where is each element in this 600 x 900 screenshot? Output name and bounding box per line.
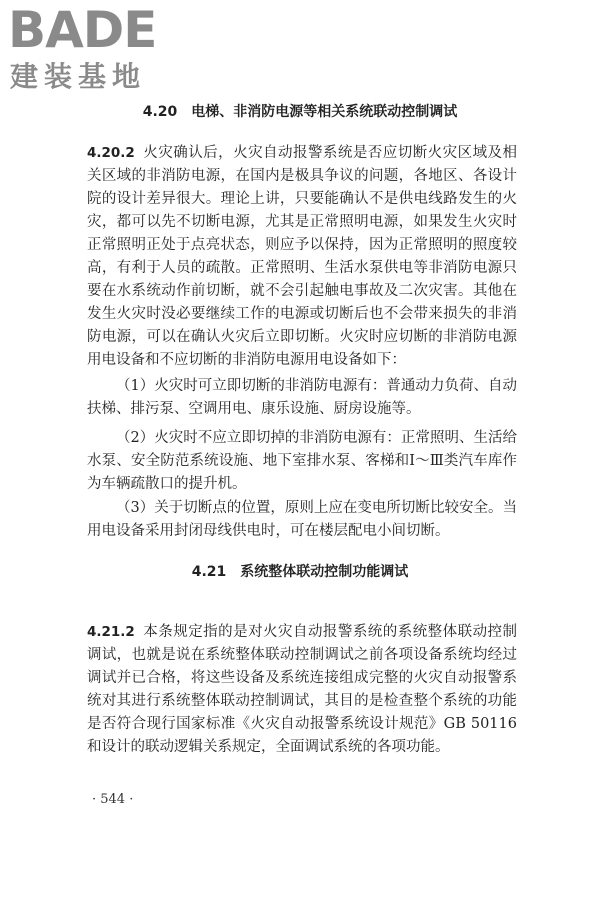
section-heading-4-21 [0, 561, 600, 581]
section-number: 4.20 [142, 104, 178, 120]
list-item-2: （2）火灾时不应立即切掉的非消防电源有：正常照明、生活给水泵、安全防范系统设施、地下室排水泵、客梯和Ⅰ～Ⅲ类汽车库作为车辆疏散口的提升机。 [87, 430, 517, 492]
clause-4-20-2 [87, 142, 517, 372]
clause-text: 本条规定指的是对火灾自动报警系统的系统整体联动控制调试，也就是说在系统整体联动控制调试之前各项设备系统均经过调试并已合格，将这些设备及系统连接组成完整的火灾自动报警系统对其进行系统整体联动控制调试，其目的是检查整个系统的功能是否符合现行国家标准《火灾自动报警系统设计规范》GB 50116 和设计的联动逻辑关系规定，全面调试系统的各项功能。 [87, 624, 517, 755]
clause-number: 4.20.2 [87, 145, 135, 161]
list-item-1: （1）火灾时可立即切断的非消防电源有：普通动力负荷、自动扶梯、排污泵、空调用电、康乐设施、厨房设施等。 [87, 378, 517, 417]
section-heading-4-20 [0, 101, 600, 121]
clause-4-21-2 [87, 621, 517, 759]
page-number: · 544 · [92, 792, 134, 807]
list-item-3: （3）关于切断点的位置，原则上应在变电所切断比较安全。当用电设备采用封闭母线供电时，可在楼层配电小间切断。 [87, 500, 517, 539]
section-title: 系统整体联动控制功能调试 [240, 564, 409, 580]
bade-logo [8, 1, 176, 96]
logo-word: BADE [8, 1, 157, 59]
clause-text: 火灾确认后，火灾自动报警系统是否应切断火灾区域及相关区域的非消防电源，在国内是极具争议的问题，各地区、各设计院的设计差异很大。理论上讲，只要能确认不是供电线路发生的火灾，都可以先不切断电源，尤其是正常照明电源，如果发生火灾时正常照明正处于点亮状态，则应予以保持，因为正常照明的照度较高，有利于人员的疏散。正常照明、生活水泵供电等非消防电源只要在水系统动作前切断，就不会引起触电事故及二次灾害。其他在发生火灾时没必要继续工作的电源或切断后也不会带来损失的非消防电源，可以在确认火灾后立即切断。火灾时应切断的非消防电源用电设备和不应切断的非消防电源用电设备如下： [87, 145, 517, 368]
section-title: 电梯、非消防电源等相关系统联动控制调试 [191, 104, 458, 120]
section-number: 4.21 [191, 564, 227, 580]
logo-subtitle: 建装基地 [10, 60, 147, 93]
clause-number: 4.21.2 [87, 624, 135, 640]
